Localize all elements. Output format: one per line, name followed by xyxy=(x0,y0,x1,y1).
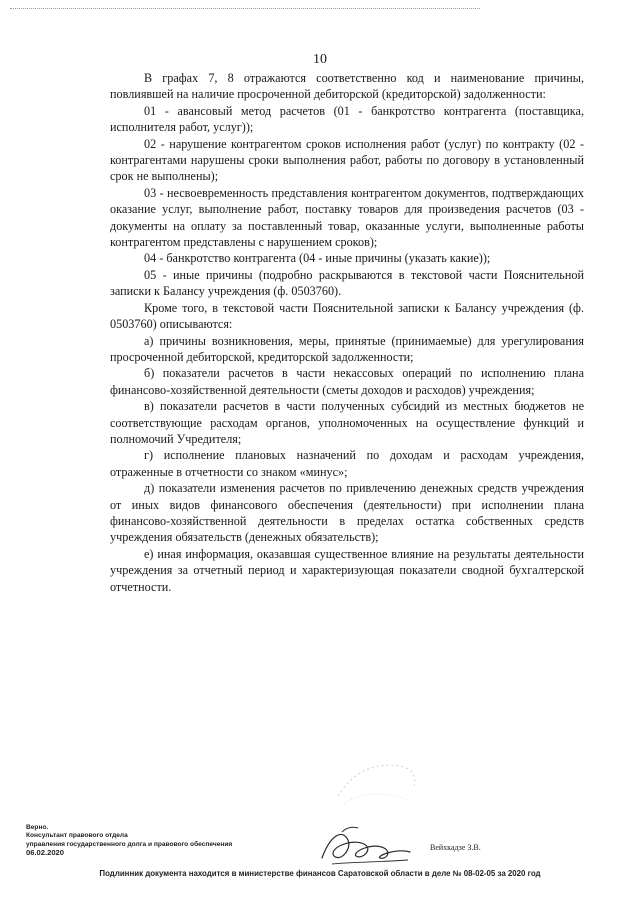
paragraph: 05 - иные причины (подробно раскрываются в текстовой части Пояснительной записки к Балансу учреждения (ф. 0503760). xyxy=(110,267,584,299)
page-number: 10 xyxy=(313,52,327,67)
certification-line: управления государственного долга и правового обеспечения xyxy=(26,840,233,848)
paragraph: 01 - авансовый метод расчетов (01 - банкротство контрагента (поставщика, исполнителя работ, услуг)); xyxy=(110,103,584,135)
certification-line: Верно. xyxy=(26,824,49,831)
paragraph: 02 - нарушение контрагентом сроков исполнения работ (услуг) по контракту (02 - контрагентами нарушены сроки выполнения работ, работы по договору в установленный срок не выполнены); xyxy=(110,136,584,184)
certification-block xyxy=(26,824,326,858)
paragraph: г) исполнение плановых назначений по доходам и расходам учреждения, отраженные в отчетности со знаком «минус»; xyxy=(110,448,584,479)
signer-name: Вейхкадзе З.В. xyxy=(430,843,481,852)
original-location-note: Подлинник документа находится в министерстве финансов Саратовской области в деле № 08-02-05 за 2020 год xyxy=(99,869,541,878)
paragraph: 03 - несвоевременность представления контрагентом документов, подтверждающих оказание услуг, выполнение работ, поставку товаров для произведения расчетов (03 - документы на оплату за поставленный товар, оказанные услуги, выполненные работы контрагентом представлены с нарушением сроков); xyxy=(110,185,584,250)
top-rule xyxy=(10,8,480,9)
paragraph: В графах 7, 8 отражаются соответственно код и наименование причины, повлиявшей на наличие просроченной дебиторской (кредиторской) задолженности: xyxy=(110,71,584,102)
paragraph: Кроме того, в текстовой части Пояснительной записки к Балансу учреждения (ф. 0503760) описываются: xyxy=(110,300,584,332)
certification-date: 06.02.2020 xyxy=(26,848,65,858)
certification-line: Консультант правового отдела xyxy=(26,832,128,840)
paragraph: 04 - банкротство контрагента (04 - иные причины (указать какие)); xyxy=(144,251,491,266)
stamp-impression xyxy=(330,756,420,812)
paragraph: б) показатели расчетов в части некассовых операций по исполнению плана финансово-хозяйственной деятельности (сметы доходов и расходов) учреждения; xyxy=(110,366,584,397)
paragraph: в) показатели расчетов в части полученных субсидий из местных бюджетов не соответствующие расходам органов, уполномоченных на осуществление функций и полномочий Учредителя; xyxy=(110,399,584,446)
document-body xyxy=(110,70,584,595)
signature xyxy=(312,818,422,870)
paragraph: д) показатели изменения расчетов по привлечению денежных средств учреждения от иных видов финансового обеспечения (деятельности) при исполнении плана финансово-хозяйственной деятельности в пределах остатка собственных средств учреждения обязательств (денежных обязательств); xyxy=(110,481,584,545)
paragraph: а) причины возникновения, меры, принятые (принимаемые) для урегулирования просроченной дебиторской, кредиторской задолженности; xyxy=(110,333,584,364)
paragraph: е) иная информация, оказавшая существенное влияние на результаты деятельности учреждения за отчетный период и характеризующая показатели сводной бухгалтерской отчетности. xyxy=(110,546,584,594)
